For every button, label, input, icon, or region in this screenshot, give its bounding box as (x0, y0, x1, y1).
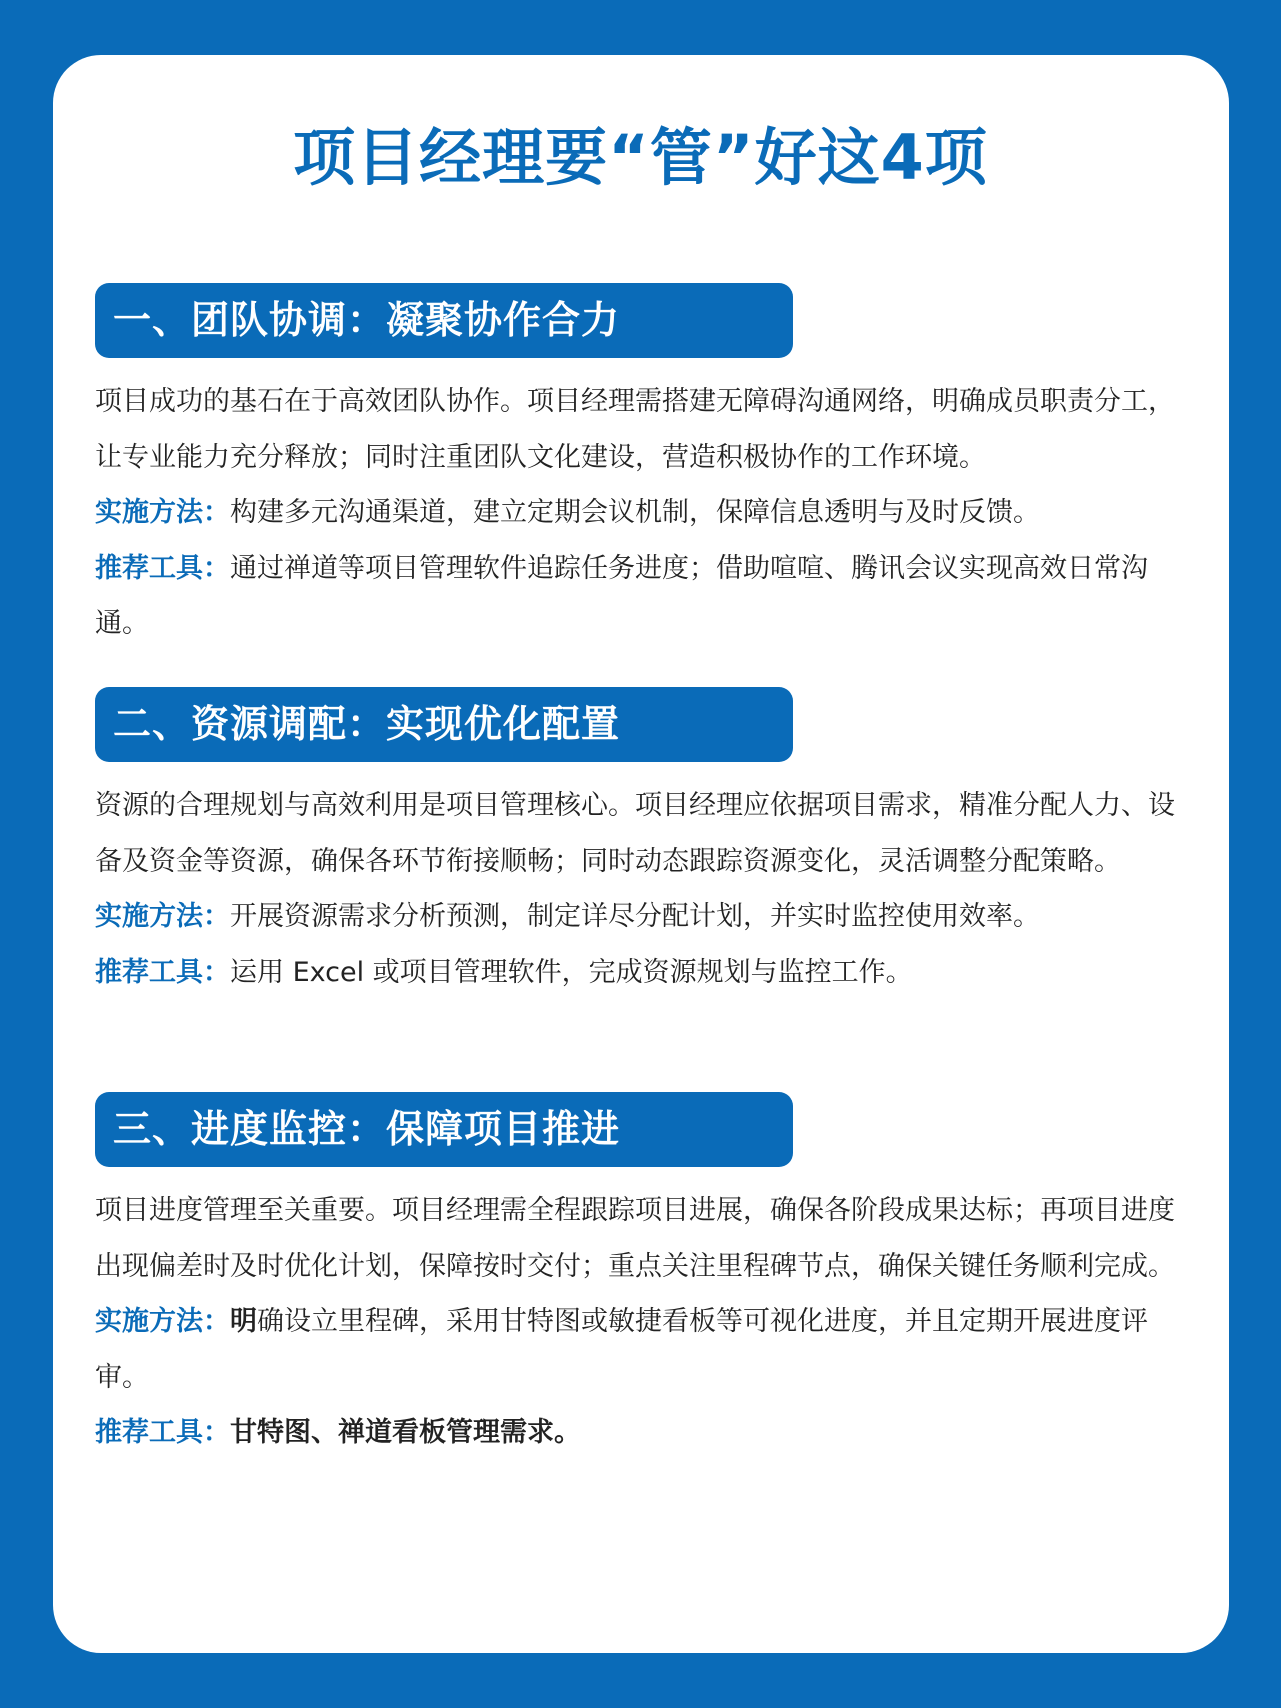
section-description: 项目成功的基石在于高效团队协作。项目经理需搭建无障碍沟通网络，明确成员职责分工，让专业能力充分释放；同时注重团队文化建设，营造积极协作的工作环境。 (95, 386, 1175, 473)
method-text-emphasis: 明 (230, 1306, 257, 1337)
tools-text: 甘特图、禅道看板管理需求。 (230, 1417, 581, 1448)
method-text: 开展资源需求分析预测，制定详尽分配计划，并实时监控使用效率。 (230, 901, 1040, 932)
method-label: 实施方法： (95, 901, 230, 932)
tools-line (95, 541, 1185, 652)
method-line (95, 889, 1185, 945)
page-title: 项目经理要“管”好这4项 (293, 121, 988, 194)
section-heading-team: 一、团队协调：凝聚协作合力 (95, 283, 793, 358)
tools-label: 推荐工具： (95, 1417, 230, 1448)
section-description: 资源的合理规划与高效利用是项目管理核心。项目经理应依据项目需求，精准分配人力、设备及资金等资源，确保各环节衔接顺畅；同时动态跟踪资源变化，灵活调整分配策略。 (95, 790, 1175, 877)
tools-label: 推荐工具： (95, 956, 230, 988)
tools-label: 推荐工具： (95, 552, 230, 584)
section-description: 项目进度管理至关重要。项目经理需全程跟踪项目进展，确保各阶段成果达标；再项目进度出现偏差时及时优化计划，保障按时交付；重点关注里程碑节点，确保关键任务顺利完成。 (95, 1195, 1175, 1282)
method-label: 实施方法： (95, 497, 230, 528)
method-label: 实施方法： (95, 1306, 230, 1337)
section-body-schedule (95, 1183, 1185, 1461)
method-line (95, 485, 1185, 541)
tools-text: 通过禅道等项目管理软件追踪任务进度；借助喧喧、腾讯会议实现高效日常沟通。 (95, 552, 1148, 639)
section-body-resources (95, 778, 1185, 1000)
method-text: 构建多元沟通渠道，建立定期会议机制，保障信息透明与及时反馈。 (230, 497, 1040, 528)
tools-line (95, 1405, 1185, 1461)
method-text: 确设立里程碑，采用甘特图或敏捷看板等可视化进度，并且定期开展进度评审。 (95, 1306, 1148, 1393)
tools-text: 运用 Excel 或项目管理软件，完成资源规划与监控工作。 (230, 956, 913, 988)
section-body-team (95, 374, 1185, 652)
method-line (95, 1294, 1185, 1405)
section-heading-schedule: 三、进度监控：保障项目推进 (95, 1092, 793, 1167)
section-heading-resources: 二、资源调配：实现优化配置 (95, 687, 793, 762)
tools-line (95, 945, 1185, 1001)
